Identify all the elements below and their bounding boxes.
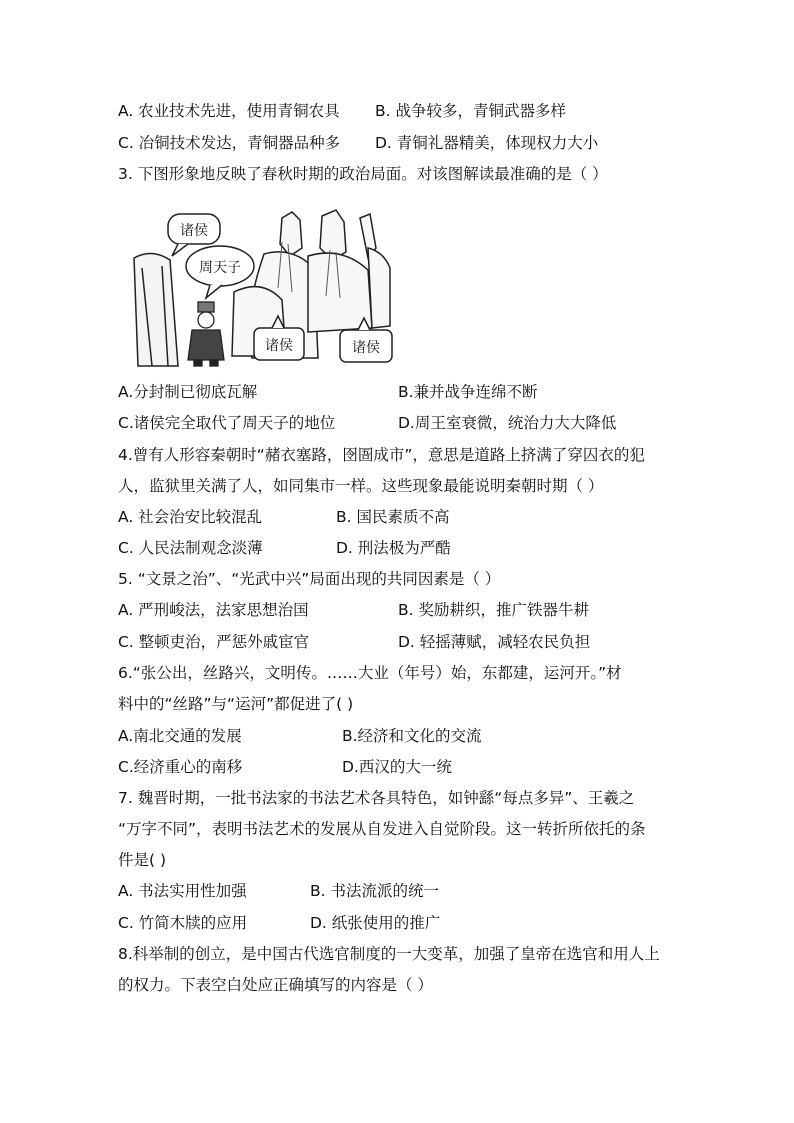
q4-stem-line2: 人，监狱里关满了人，如同集市一样。这些现象最能说明秦朝时期（ ） [118, 477, 604, 495]
q7-option-b: B. 书法流派的统一 [310, 882, 439, 900]
q5-option-b: B. 奖励耕织，推广铁器牛耕 [398, 601, 589, 619]
q7-option-c: C. 竹简木牍的应用 [118, 914, 248, 932]
q7-stem-line3: 件是( ) [118, 851, 167, 869]
q6-stem-line1: 6.“张公出，丝路兴，文明传。……大业（年号）始，东都建，运河开。”材 [118, 664, 622, 682]
bubble-bottom-right-text: 诸侯 [352, 340, 380, 356]
left-lord-figure [134, 253, 178, 366]
q6-option-a: A.南北交通的发展 [118, 727, 242, 745]
q3-option-c: C.诸侯完全取代了周天子的地位 [118, 414, 336, 432]
q7-stem-line2: “万字不同”，表明书法艺术的发展从自发进入自觉阶段。这一转折所依托的条 [118, 820, 646, 838]
q3-option-a: A.分封制已彻底瓦解 [118, 383, 258, 401]
q5-option-c: C. 整顿吏治，严惩外戚宦官 [118, 633, 310, 651]
q4-option-c: C. 人民法制观念淡薄 [118, 539, 263, 557]
q4-option-b: B. 国民素质不高 [336, 508, 450, 526]
q7-option-d: D. 纸张使用的推广 [310, 914, 441, 932]
q3-option-b: B.兼并战争连绵不断 [398, 383, 538, 401]
q4-option-d: D. 刑法极为严酷 [336, 539, 451, 557]
cartoon-illustration [132, 208, 394, 368]
q6-option-c: C.经济重心的南移 [118, 758, 243, 776]
q3-stem: 3. 下图形象地反映了春秋时期的政治局面。对该图解读最准确的是（ ） [118, 165, 608, 183]
q8-stem-line1: 8.科举制的创立，是中国古代选官制度的一大变革，加强了皇帝在选官和用人上 [118, 945, 660, 963]
bubble-bottom-left-text: 诸侯 [265, 338, 293, 354]
q2-option-c: C. 冶铜技术发达，青铜器品种多 [118, 134, 341, 152]
q6-stem-line2: 料中的“丝路”与“运河”都促进了( ) [118, 695, 354, 713]
q5-option-a: A. 严刑峻法，法家思想治国 [118, 601, 309, 619]
q2-option-a: A. 农业技术先进，使用青铜农具 [118, 102, 340, 120]
zhou-king-figure [188, 302, 224, 366]
q6-option-b: B.经济和文化的交流 [342, 727, 482, 745]
q2-option-d: D. 青铜礼器精美，体现权力大小 [375, 134, 599, 152]
q8-stem-line2: 的权力。下表空白处应正确填写的内容是（ ） [118, 976, 433, 994]
q4-stem-line1: 4.曾有人形容秦朝时“赭衣塞路，囹圄成市”，意思是道路上挤满了穿囚衣的犯 [118, 446, 645, 464]
q5-option-d: D. 轻摇薄赋，减轻农民负担 [398, 633, 591, 651]
q3-option-d: D.周王室衰微，统治力大大降低 [398, 414, 617, 432]
q5-stem: 5. “文景之治”、“光武中兴”局面出现的共同因素是（ ） [118, 570, 501, 588]
q4-option-a: A. 社会治安比较混乱 [118, 508, 263, 526]
q6-option-d: D.西汉的大一统 [342, 758, 452, 776]
q2-option-b: B. 战争较多，青铜武器多样 [375, 102, 566, 120]
q7-option-a: A. 书法实用性加强 [118, 882, 247, 900]
bubble-top-text: 诸侯 [180, 223, 208, 239]
bubble-center-text: 周天子 [199, 260, 241, 276]
q7-stem-line1: 7. 魏晋时期，一批书法家的书法艺术各具特色，如钟繇“每点多异”、王羲之 [118, 789, 635, 807]
